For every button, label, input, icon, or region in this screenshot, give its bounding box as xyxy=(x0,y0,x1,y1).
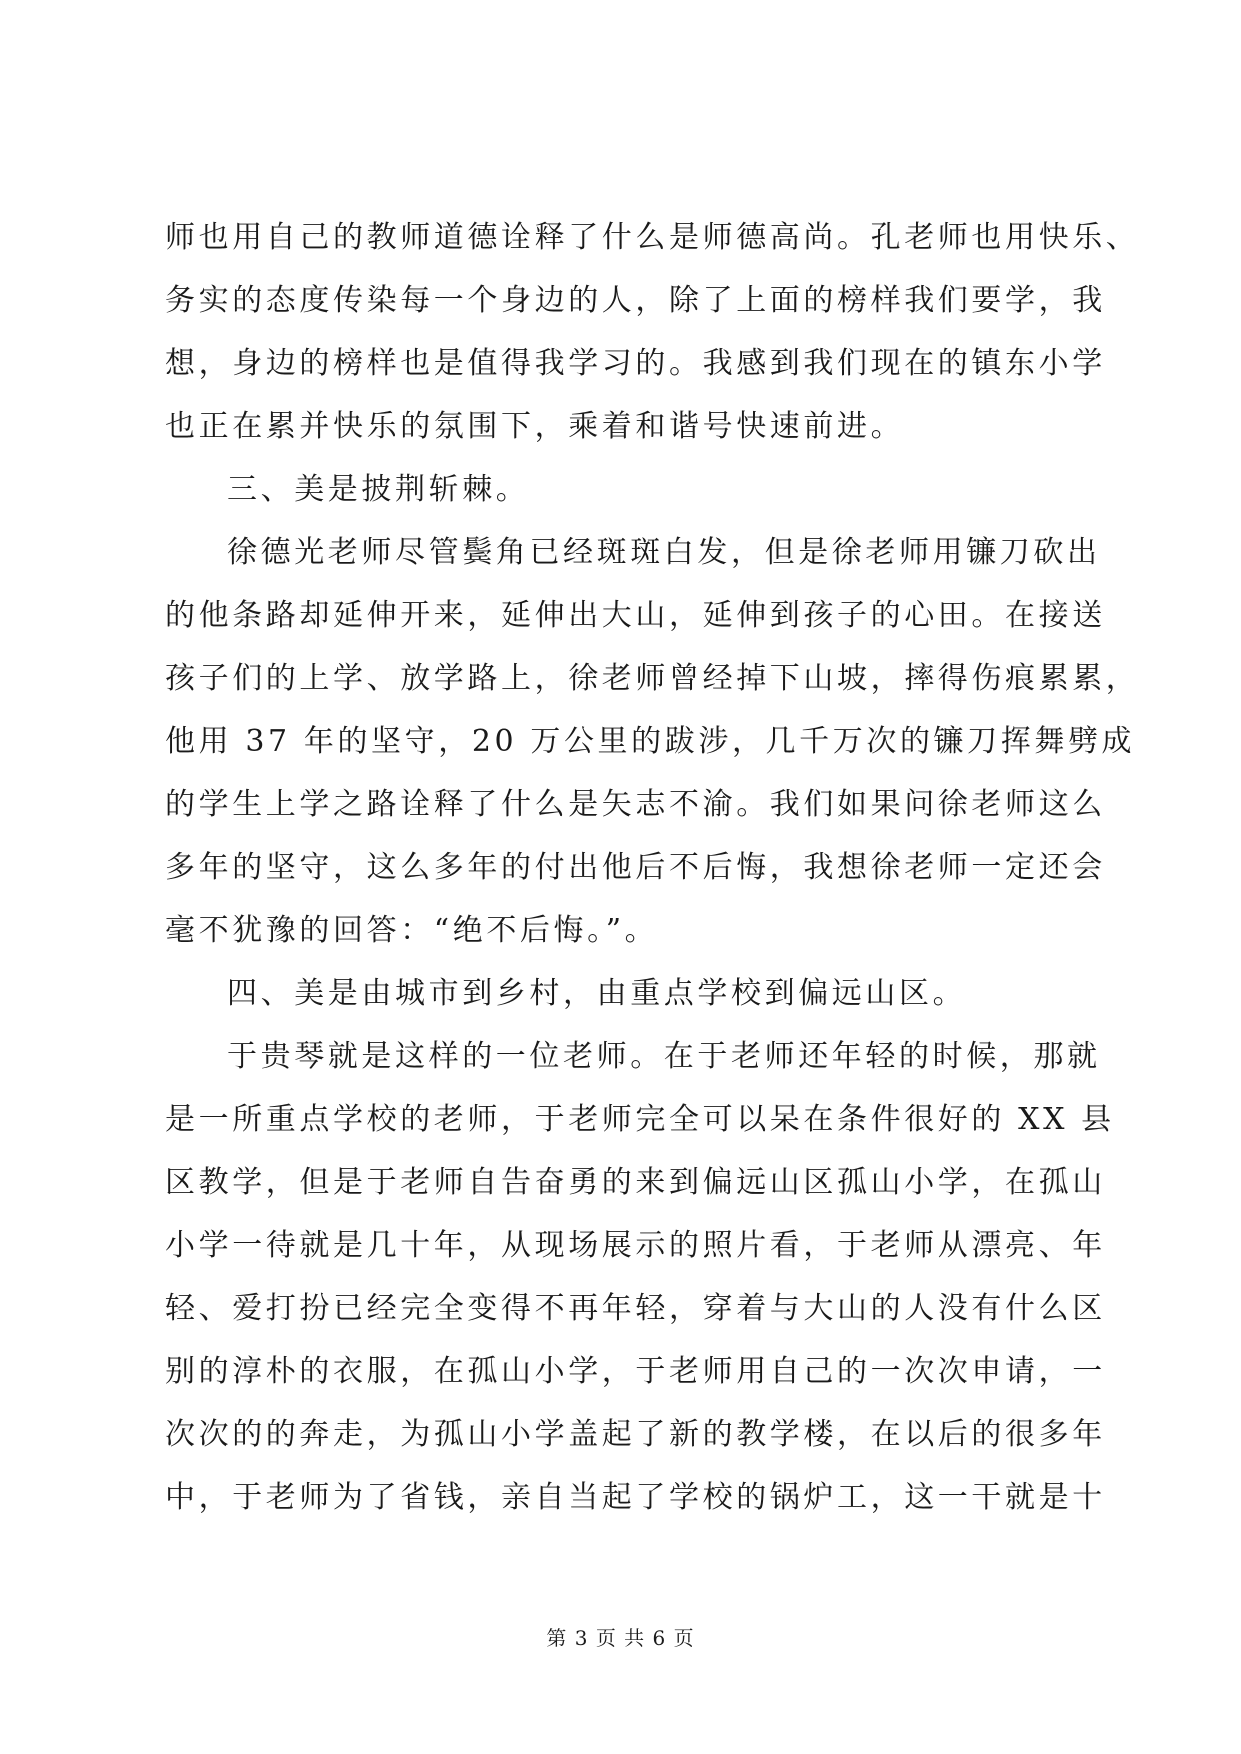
text-line: 毫不犹豫的回答：“绝不后悔。”。 xyxy=(165,913,659,948)
text-line: 小学一待就是几十年，从现场展示的照片看，于老师从漂亮、年 xyxy=(165,1228,1106,1263)
text-line: 的学生上学之路诠释了什么是矢志不渝。我们如果问徐老师这么 xyxy=(165,787,1106,822)
text-line: 别的淳朴的衣服，在孤山小学，于老师用自己的一次次申请，一 xyxy=(165,1354,1106,1389)
section-heading: 三、美是披荆斩棘。 xyxy=(227,472,530,507)
text-line: 务实的态度传染每一个身边的人，除了上面的榜样我们要学，我 xyxy=(165,283,1106,318)
text-line: 徐德光老师尽管鬓角已经斑斑白发，但是徐老师用镰刀砍出 xyxy=(227,535,1101,570)
text-line: 轻、爱打扮已经完全变得不再年轻，穿着与大山的人没有什么区 xyxy=(165,1291,1106,1326)
text-line: 的他条路却延伸开来，延伸出大山，延伸到孩子的心田。在接送 xyxy=(165,598,1106,633)
text-line: 师也用自己的教师道德诠释了什么是师德高尚。孔老师也用快乐、 xyxy=(165,220,1140,255)
page-footer: 第 3 页 共 6 页 xyxy=(546,1626,695,1650)
text-line: 中，于老师为了省钱，亲自当起了学校的锅炉工，这一干就是十 xyxy=(165,1480,1106,1515)
text-line: 区教学，但是于老师自告奋勇的来到偏远山区孤山小学，在孤山 xyxy=(165,1165,1106,1200)
text-line: 是一所重点学校的老师，于老师完全可以呆在条件很好的 XX 县 xyxy=(165,1102,1115,1137)
section-heading: 四、美是由城市到乡村，由重点学校到偏远山区。 xyxy=(227,976,967,1011)
text-line: 于贵琴就是这样的一位老师。在于老师还年轻的时候，那就 xyxy=(227,1039,1101,1074)
text-line: 多年的坚守，这么多年的付出他后不后悔，我想徐老师一定还会 xyxy=(165,850,1106,885)
text-line: 次次的的奔走，为孤山小学盖起了新的教学楼，在以后的很多年 xyxy=(165,1417,1106,1452)
text-line: 也正在累并快乐的氛围下，乘着和谐号快速前进。 xyxy=(165,409,905,444)
text-line: 想，身边的榜样也是值得我学习的。我感到我们现在的镇东小学 xyxy=(165,346,1106,381)
text-line: 他用 37 年的坚守，20 万公里的跋涉，几千万次的镰刀挥舞劈成 xyxy=(165,724,1136,759)
text-line: 孩子们的上学、放学路上，徐老师曾经掉下山坡，摔得伤痕累累， xyxy=(165,661,1140,696)
